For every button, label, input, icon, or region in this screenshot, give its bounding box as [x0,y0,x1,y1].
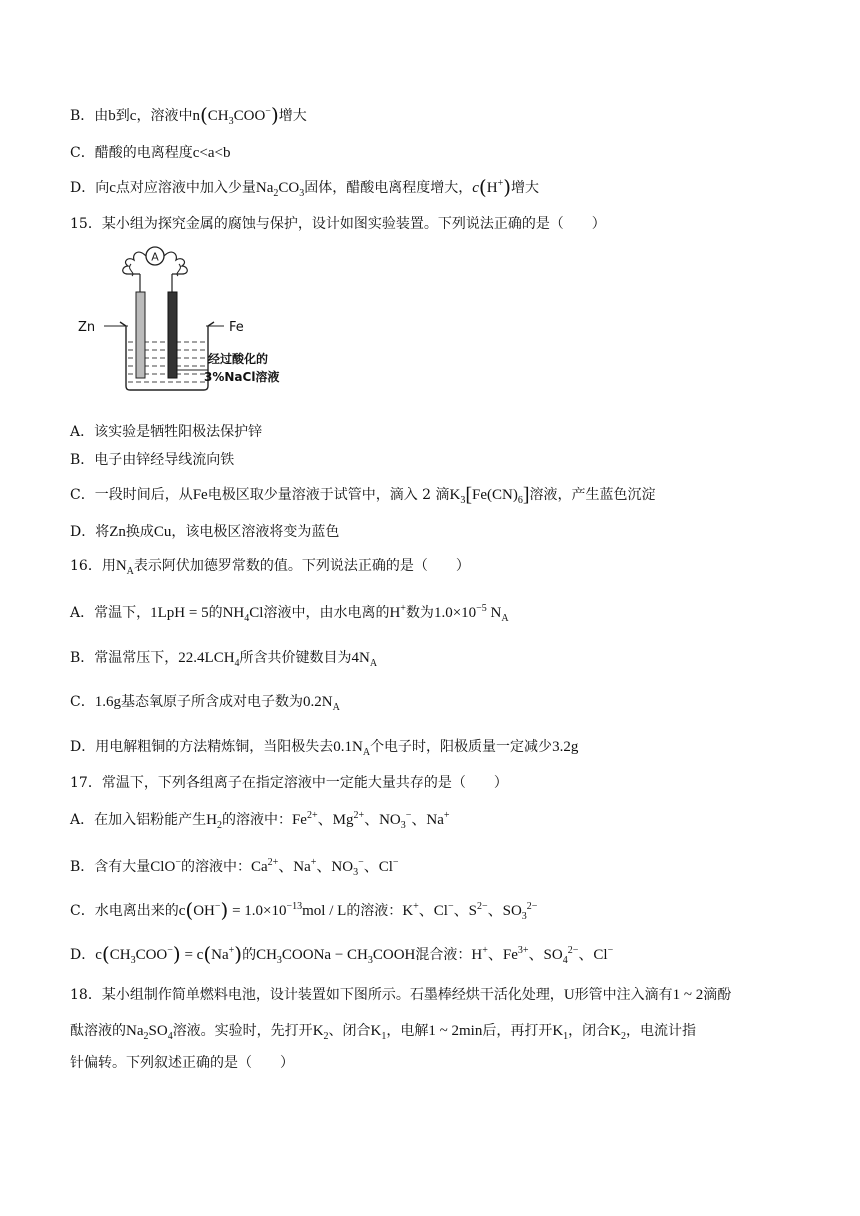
zn-label: Zn [78,320,96,335]
beaker [120,322,214,390]
q17-option-b: B．含有大量ClO−的溶液中：$Ca^{2+}$、Na+、$NO_3^-$、Cl− [70,857,399,878]
iron-electrode [168,292,177,378]
q18-line-1: 18．某小组制作简单燃料电池，设计装置如下图所示。石墨棒经烘干活化处理，U形管中注入滴有1 ~ 2滴酚 [70,987,732,1003]
q14-option-c: C．醋酸的电离程度c<a<b [70,145,231,161]
q17-option-d: D．$c(CH_3COO^-) = c(Na^+)$的$CH_3COONa$ − $CH_3COOH$混合液：H+、$Fe^{3+}$、$SO_4^{2-}$、Cl− [70,942,614,966]
q18-line-2: 酞溶液的$Na_2SO_4$溶液。实验时，先打开$K_2$、闭合$K_1$，电解1 ~ 2min后，再打开$K_1$，闭合$K_2$，电流计指 [70,1023,697,1042]
q15-option-a: A．该实验是牺牲阳极法保护锌 [70,424,263,440]
solution-label-2: 3%NaCl溶液 [204,370,280,384]
q16-option-c: C．1.6g基态氧原子所含成对电子数为$0.2N_A$ [70,694,340,713]
q17-option-a: A．在加入铝粉能产生$H_2$的溶液中：$Fe^{2+}$、$Mg^{2+}$、$NO_3^-$、Na+ [70,810,450,831]
q17-option-c: C．水电离出来的$c(OH^-) = 1.0\times 10^{-13}mol / L$的溶液：K+、Cl−、$S^{2-}$、$SO_3^{2-}$ [70,898,538,922]
corrosion-apparatus-diagram [76,244,306,404]
zinc-electrode [136,292,145,378]
q17-stem: 17．常温下，下列各组离子在指定溶液中一定能大量共存的是（ ） [70,775,508,791]
q15-stem: 15．某小组为探究金属的腐蚀与保护，设计如图实验装置。下列说法正确的是（ ） [70,216,606,232]
q14-option-d: D．向c点对应溶液中加入少量$Na_2CO_3$固体，醋酸电离程度增大，c(H+)增大 [70,175,540,199]
q16-stem: 16．用$N_A$表示阿伏加德罗常数的值。下列说法正确的是（ ） [70,558,470,577]
q18-line-3: 针偏转。下列叙述正确的是（ ） [70,1055,294,1071]
ammeter-label: A [151,250,159,264]
q14-option-b: B．由b到c，溶液中$n(CH_3COO^-)$增大 [70,103,307,127]
q15-option-b: B．电子由锌经导线流向铁 [70,452,235,468]
q16-option-b: B．常温常压下，$22.4LCH_4$所含共价键数目为$4N_A$ [70,650,378,669]
fe-label: Fe [229,320,244,335]
q16-option-d: D．用电解粗铜的方法精炼铜，当阳极失去$0.1N_A$个电子时，阳极质量一定减少3.2g [70,739,579,758]
q15-option-c: C．一段时间后，从Fe电极区取少量溶液于试管中，滴入 2 滴$K_3[Fe(CN)_6]$溶液，产生蓝色沉淀 [70,484,656,506]
q15-option-d: D．将Zn换成Cu，该电极区溶液将变为蓝色 [70,524,340,540]
solution-label-1: 经过酸化的 [208,352,269,366]
q16-option-a: A．常温下，1LpH = 5的$NH_4Cl$溶液中，由水电离的H+数为$1.0\times 10^{-5}$ $N_A$ [70,603,509,624]
